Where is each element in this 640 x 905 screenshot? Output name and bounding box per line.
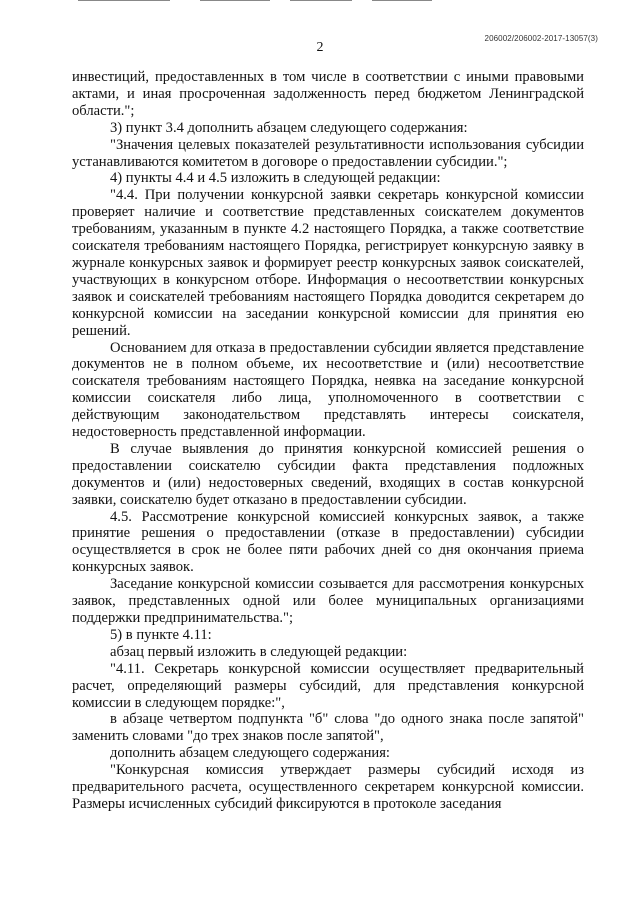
paragraph: 4.5. Рассмотрение конкурсной комиссией конкурсных заявок, а также принятие решения о предоставлении (отказе в предоставлении) субсидии осуществляется в срок не более пяти рабочих дней со дня окончания приема конкурсных заявок. bbox=[72, 508, 584, 576]
paragraph: "Конкурсная комиссия утверждает размеры субсидий исходя из предварительного расчета, осуществленного секретарем конкурсной комиссии. Размеры исчисленных субсидий фиксируются в протоколе заседания bbox=[72, 762, 584, 812]
paragraph: 5) в пункте 4.11: bbox=[110, 626, 212, 643]
top-edge-line bbox=[200, 0, 270, 1]
paragraph: 4) пункты 4.4 и 4.5 изложить в следующей редакции: bbox=[110, 170, 441, 187]
top-edge-line bbox=[372, 0, 432, 1]
paragraph: в абзаце четвертом подпункта "б" слова "до одного знака после запятой" заменить словами "до трех знаков после запятой", bbox=[72, 711, 584, 745]
paragraph: В случае выявления до принятия конкурсной комиссией решения о предоставлении соискателю субсидии факта представления подложных документов и (или) недостоверных сведений, входящих в состав конкурсной заявки, соискателю будет отказано в предоставлении субсидии. bbox=[72, 440, 584, 508]
paragraph: Заседание конкурсной комиссии созывается для рассмотрения конкурсных заявок, представленных одной или более муниципальных организациями поддержки предпринимательства."; bbox=[72, 576, 584, 626]
page-number: 2 bbox=[316, 40, 324, 55]
document-id: 206002/206002-2017-13057(3) bbox=[484, 34, 598, 43]
paragraph: "Значения целевых показателей результативности использования субсидии устанавливаются комитетом в договоре о предоставлении субсидии."; bbox=[72, 136, 584, 170]
paragraph: инвестиций, предоставленных в том числе в соответствии с иными правовыми актами, и иная просроченная задолженность перед бюджетом Ленинградской области."; bbox=[72, 69, 584, 119]
paragraph: "4.11. Секретарь конкурсной комиссии осуществляет предварительный расчет, определяющий размеры субсидий, для представления конкурсной комиссии в следующем порядке:", bbox=[72, 660, 584, 711]
top-edge-line bbox=[78, 0, 170, 1]
top-edge-line bbox=[290, 0, 352, 1]
paragraph: Основанием для отказа в предоставлении субсидии является представление документов не в полном объеме, их несоответствие и (или) несоответствие соискателя требованиям настоящего Порядка, неявка на заседание конкурсной комиссии соискателя либо лица, уполномоченного в соответствии с действующим законодательством представлять интересы соискателя, недостоверность представленной информации. bbox=[72, 339, 584, 441]
document-body bbox=[72, 69, 584, 813]
paragraph: абзац первый изложить в следующей редакции: bbox=[110, 643, 408, 660]
paragraph: дополнить абзацем следующего содержания: bbox=[110, 745, 390, 762]
paragraph: 3) пункт 3.4 дополнить абзацем следующего содержания: bbox=[110, 119, 468, 136]
paragraph: "4.4. При получении конкурсной заявки секретарь конкурсной комиссии проверяет наличие и соответствие представленных соискателем документов требованиям, указанным в пункте 4.2 настоящего Порядка, а также соответствие соискателя требованиям настоящего Порядка, регистрирует конкурсную заявку в журнале конкурсных заявок и формирует реестр конкурсных заявок соискателей, участвующих в конкурсном отборе. Информация о несоответствии конкурсных заявок и соискателей требованиям настоящего Порядка доводится секретарем до конкурсной комиссии на заседании конкурсной комиссии для принятия ею решений. bbox=[72, 187, 584, 339]
